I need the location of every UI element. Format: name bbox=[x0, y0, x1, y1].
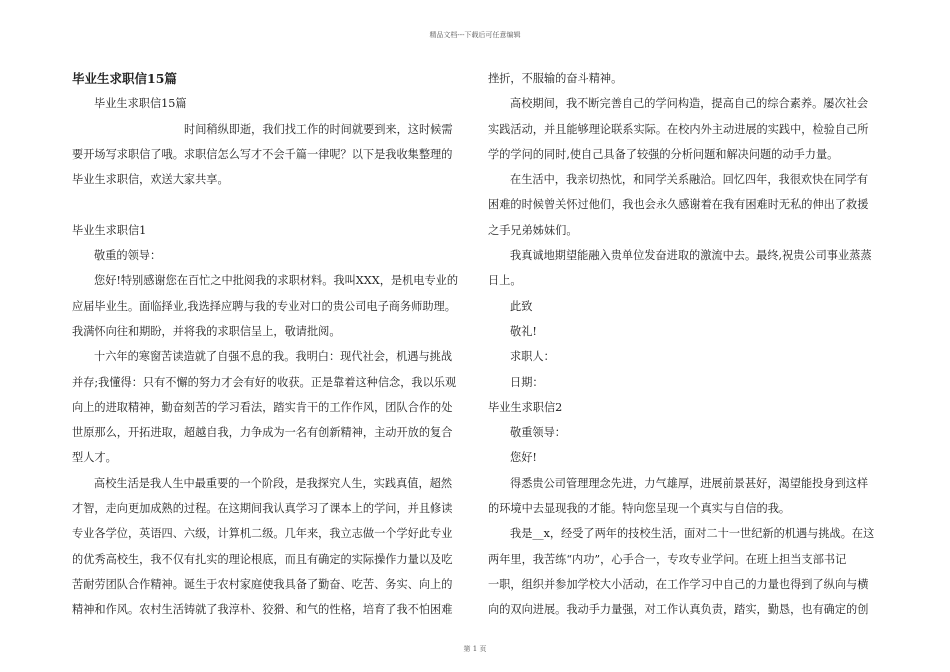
right-column bbox=[488, 66, 882, 623]
text-line: 十六年的寒窗苦读造就了自强不息的我。我明白：现代社会，机遇与挑战 bbox=[94, 350, 453, 364]
text-line: 世原那么，开拓进取，超越自我，力争成为一名有创新精神，主动开放的复合 bbox=[72, 426, 453, 440]
text-line: 我真诚地期望能融入贵单位发奋进取的激流中去。最终,祝贵公司事业蒸蒸 bbox=[510, 249, 872, 263]
text-line: 您好!特别感谢您在百忙之中批阅我的求职材料。我叫XXX，是机电专业的 bbox=[94, 274, 459, 288]
text-line: 专业各学位，英语四、六级，计算机二级。几年来，我立志做一个学好此专业 bbox=[72, 527, 453, 541]
text-line: 高校生活是我人生中最重要的一个阶段，是我探究人生，实践真值，超然 bbox=[94, 476, 453, 490]
text-line: 并存;我懂得：只有不懈的努力才会有好的收获。正是靠着这种信念，我以乐观 bbox=[72, 375, 457, 389]
text-line: 我是__x，经受了两年的技校生活，面对二十一世纪新的机遇与挑战。在这 bbox=[510, 527, 875, 541]
text-line: 苦耐劳团队合作精神。诞生于农村家庭使我具备了勤奋、吃苦、务实、向上的 bbox=[72, 577, 453, 591]
page-header: 精品文档---下载后可任意编辑 bbox=[429, 31, 521, 39]
text-line: 学的学问的同时,使自己具备了较强的分析问题和解决问题的动手力量。 bbox=[488, 147, 839, 161]
text-line: 应届毕业生。面临择业,我选择应聘与我的专业对口的贵公司电子商务师助理。 bbox=[72, 299, 456, 313]
text-line: 敬礼! bbox=[510, 324, 537, 338]
text-line: 敬重的领导： bbox=[94, 249, 162, 263]
text-line: 您好! bbox=[510, 451, 537, 465]
document-title: 毕业生求职信15篇 bbox=[72, 71, 177, 86]
text-line: 时间稍纵即逝，我们找工作的时间就要到来，这时候需 bbox=[184, 122, 453, 136]
text-line: 求职人： bbox=[510, 350, 555, 364]
text-line: 困难的时候曾关怀过他们，我也会永久感谢着在我有困难时无私的伸出了救援 bbox=[488, 198, 869, 212]
text-line: 毕业生求职信1 bbox=[72, 223, 147, 237]
text-line: 日期： bbox=[510, 375, 544, 389]
text-line: 我满怀向往和期盼，并将我的求职信呈上，敬请批阅。 bbox=[72, 324, 341, 338]
text-line: 毕业生求职信15篇 bbox=[94, 97, 187, 111]
text-line: 此致 bbox=[510, 299, 533, 313]
text-line: 两年里，我苦练“内功”，心手合一，专攻专业学问。在班上担当支部书记 bbox=[488, 552, 847, 566]
text-line: 一职，组织并参加学校大小活动，在工作学习中自己的力量也得到了纵向与横 bbox=[488, 577, 869, 591]
text-line: 在生活中，我亲切热忱，和同学关系融洽。回忆四年，我很欢快在同学有 bbox=[510, 173, 869, 187]
text-line: 向的双向进展。我动手力量强，对工作认真负责，踏实，勤恳，也有确定的创 bbox=[488, 603, 869, 617]
text-line: 实践活动，并且能够理论联系实际。在校内外主动进展的实践中，检验自己所 bbox=[488, 122, 869, 136]
text-line: 日上。 bbox=[488, 274, 522, 288]
text-line: 毕业生求职信2 bbox=[488, 400, 563, 414]
text-line: 的环境中去显现我的才能。特向您呈现一个真实与自信的我。 bbox=[488, 502, 791, 516]
text-line: 高校期间，我不断完善自己的学问构造，提高自己的综合素养。屡次社会 bbox=[510, 97, 869, 111]
text-line: 毕业生求职信，欢送大家共享。 bbox=[72, 173, 229, 187]
text-line: 之手兄弟姊妹们。 bbox=[488, 223, 578, 237]
text-line: 敬重领导： bbox=[510, 426, 566, 440]
left-column bbox=[72, 66, 466, 623]
text-line bbox=[72, 192, 466, 217]
text-line: 精神和作风。农村生活铸就了我淳朴、狡猾、和气的性格，培育了我不怕困难 bbox=[72, 603, 453, 617]
text-line: 才智，走向更加成熟的过程。在这期间我认真学习了课本上的学问，并且修读 bbox=[72, 502, 453, 516]
text-line: 向上的进取精神，勤奋刻苦的学习看法，踏实肯干的工作作风，团队合作的处 bbox=[72, 400, 453, 414]
text-line: 挫折，不服输的奋斗精神。 bbox=[488, 72, 623, 85]
text-line: 得悉贵公司管理理念先进，力气雄厚，进展前景甚好，渴望能投身到这样 bbox=[510, 476, 869, 490]
page-footer: 第 1 页 bbox=[463, 645, 487, 653]
text-line: 要开场写求职信了哦。求职信怎么写才不会千篇一律呢？以下是我收集整理的 bbox=[72, 147, 453, 161]
text-line: 型人才。 bbox=[72, 451, 117, 465]
text-line: 的优秀高校生，我不仅有扎实的理论根底，而且有确定的实际操作力量以及吃 bbox=[72, 552, 453, 566]
